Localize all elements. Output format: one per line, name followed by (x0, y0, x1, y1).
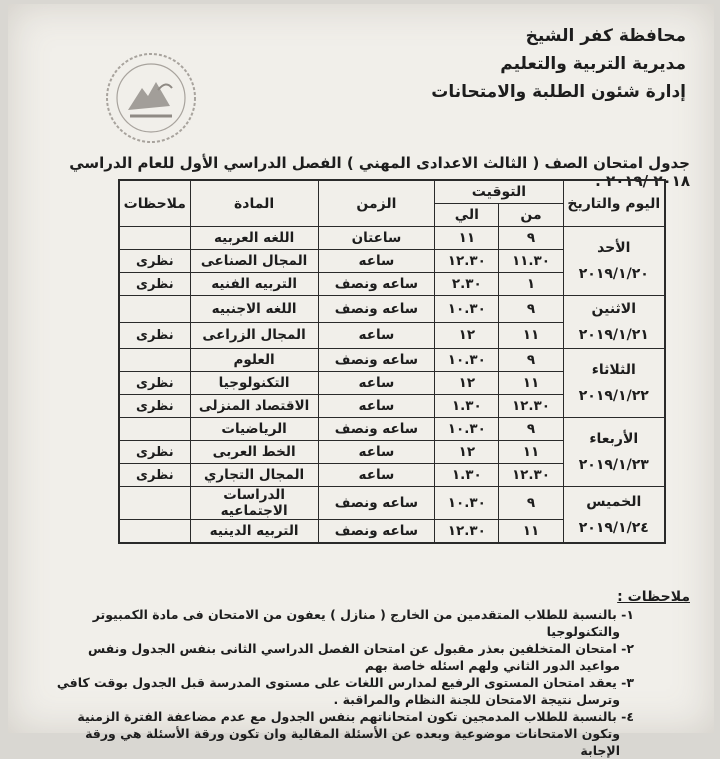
day-date-cell (563, 487, 665, 544)
time-to-cell: ١٢ (435, 441, 499, 464)
seal-stamp-icon (100, 50, 202, 146)
note-cell (119, 296, 190, 323)
exam-date: ٢٠١٩/١/٢٤ (578, 519, 649, 536)
note-item: ٤- بالنسبة للطلاب المدمجين تكون امتحاناتهم بنفس الجدول مع عدم مضاعفة الفترة الزمنية وتكون الامتحانات موضوعية وبعده عن الأسئلة المقالية وان تكون ورقة الأسئلة هي ورقة الإجابة (77, 709, 634, 758)
time-to-cell: ١٢.٣٠ (435, 520, 499, 544)
duration-cell: ساعه ونصف (318, 520, 435, 544)
subject-cell: المجال الزراعى (190, 322, 318, 349)
day-name: الاثنين (591, 301, 637, 317)
time-to-cell: ١٠.٣٠ (435, 418, 499, 441)
note-cell: نظرى (119, 441, 190, 464)
header-timing: التوقيت (435, 180, 563, 204)
table-row (119, 418, 665, 441)
subject-cell: التربيه الدينيه (190, 520, 318, 544)
header-notes: ملاحظات (119, 180, 190, 227)
exam-date: ٢٠١٩/١/٢٠ (578, 266, 649, 282)
duration-cell: ساعه ونصف (318, 296, 435, 323)
subject-cell: التربيه الفنيه (190, 273, 318, 296)
note-cell: نظرى (119, 273, 190, 296)
note-cell: نظرى (119, 372, 190, 395)
governorate-name: محافظة كفر الشيخ (525, 26, 686, 46)
table-row (119, 349, 665, 372)
subject-cell: التكنولوجيا (190, 372, 318, 395)
time-from-cell: ٩ (499, 349, 563, 372)
day-date-cell (563, 296, 665, 349)
letterhead (386, 22, 686, 106)
time-from-cell: ١١ (499, 322, 563, 349)
time-to-cell: ٢.٣٠ (435, 273, 499, 296)
duration-cell: ساعه ونصف (318, 487, 435, 520)
subject-cell: المجال التجاري (190, 464, 318, 487)
duration-cell: ساعه (318, 464, 435, 487)
time-from-cell: ١٢.٣٠ (499, 464, 563, 487)
time-from-cell: ٩ (499, 227, 563, 250)
subject-cell: الدراسات الاجتماعيه (190, 487, 318, 520)
day-date-cell (563, 349, 665, 418)
duration-cell: ساعه (318, 322, 435, 349)
day-name: الثلاثاء (591, 362, 636, 378)
note-item: ١- بالنسبة للطلاب المتقدمين من الخارج ( منازل ) يعفون من الامتحان فى مادة الكمبيوتر والتكنولوجيا (92, 607, 634, 639)
time-from-cell: ٩ (499, 296, 563, 323)
duration-cell: ساعه (318, 250, 435, 273)
subject-cell: اللغه العربيه (190, 227, 318, 250)
subject-cell: الاقتصاد المنزلى (190, 395, 318, 418)
duration-cell: ساعتان (318, 227, 435, 250)
time-to-cell: ١٢ (435, 322, 499, 349)
header-from: من (499, 204, 563, 227)
time-from-cell: ١١ (499, 520, 563, 544)
duration-cell: ساعه (318, 372, 435, 395)
notes-label: ملاحظات : (617, 589, 690, 605)
note-cell (119, 349, 190, 372)
time-to-cell: ١٢.٣٠ (435, 250, 499, 273)
note-cell (119, 418, 190, 441)
table-row (119, 296, 665, 323)
note-cell (119, 487, 190, 520)
note-item: ٢- امتحان المتخلفين بعذر مقبول عن امتحان الفصل الدراسي الثانى بنفس الجدول ونفس مواعيد الدور الثاني ولهم اسئله خاصة بهم (87, 641, 634, 673)
document-page (8, 4, 714, 758)
table-row (119, 227, 665, 250)
subject-cell: الخط العربى (190, 441, 318, 464)
day-name: الأربعاء (589, 431, 639, 447)
day-date-cell (563, 418, 665, 487)
note-cell: نظرى (119, 395, 190, 418)
note-item: ٣- يعقد امتحان المستوى الرفيع لمدارس اللغات على مستوى المدرسة قبل الجدول بوقت كافي وترسل نتيجة الامتحان للجنة النظام والمراقبة . (56, 675, 634, 707)
note-cell (119, 227, 190, 250)
header-to: الي (435, 204, 499, 227)
schedule-body (119, 227, 665, 544)
time-from-cell: ١٢.٣٠ (499, 395, 563, 418)
schedule-title: جدول امتحان الصف ( الثالث الاعدادى المهني ) الفصل الدراسي الأول للعام الدراسي ٢٠١٨ /٢٠١٩ . (69, 154, 690, 190)
time-from-cell: ١ (499, 273, 563, 296)
note-cell: نظرى (119, 250, 190, 273)
time-from-cell: ١١.٣٠ (499, 250, 563, 273)
note-cell: نظرى (119, 322, 190, 349)
note-cell (119, 520, 190, 544)
directorate-name: مديرية التربية والتعليم (500, 54, 686, 74)
duration-cell: ساعه ونصف (318, 349, 435, 372)
header-duration: الزمن (318, 180, 435, 227)
time-to-cell: ١.٣٠ (435, 395, 499, 418)
day-date-cell (563, 227, 665, 296)
header-day-date: اليوم والتاريخ (563, 180, 665, 227)
time-from-cell: ٩ (499, 418, 563, 441)
exam-schedule-table (118, 179, 666, 544)
time-from-cell: ١١ (499, 372, 563, 395)
time-to-cell: ١٢ (435, 372, 499, 395)
header-subject: المادة (190, 180, 318, 227)
time-to-cell: ١.٣٠ (435, 464, 499, 487)
time-to-cell: ١٠.٣٠ (435, 487, 499, 520)
exam-date: ٢٠١٩/١/٢٢ (578, 388, 649, 404)
department-name: إدارة شئون الطلبة والامتحانات (431, 82, 686, 102)
duration-cell: ساعه ونصف (318, 273, 435, 296)
time-to-cell: ١٠.٣٠ (435, 296, 499, 323)
subject-cell: العلوم (190, 349, 318, 372)
day-name: الأحد (597, 240, 631, 256)
table-row (119, 487, 665, 520)
duration-cell: ساعه ونصف (318, 418, 435, 441)
subject-cell: اللغه الاجنبيه (190, 296, 318, 323)
exam-date: ٢٠١٩/١/٢١ (578, 327, 649, 343)
time-from-cell: ٩ (499, 487, 563, 520)
subject-cell: المجال الصناعى (190, 250, 318, 273)
time-from-cell: ١١ (499, 441, 563, 464)
note-cell: نظرى (119, 464, 190, 487)
day-name: الخميس (586, 493, 642, 510)
subject-cell: الرياضيات (190, 418, 318, 441)
notes-section (50, 588, 690, 759)
time-to-cell: ١١ (435, 227, 499, 250)
duration-cell: ساعه (318, 441, 435, 464)
time-to-cell: ١٠.٣٠ (435, 349, 499, 372)
exam-date: ٢٠١٩/١/٢٣ (578, 457, 649, 473)
duration-cell: ساعه (318, 395, 435, 418)
